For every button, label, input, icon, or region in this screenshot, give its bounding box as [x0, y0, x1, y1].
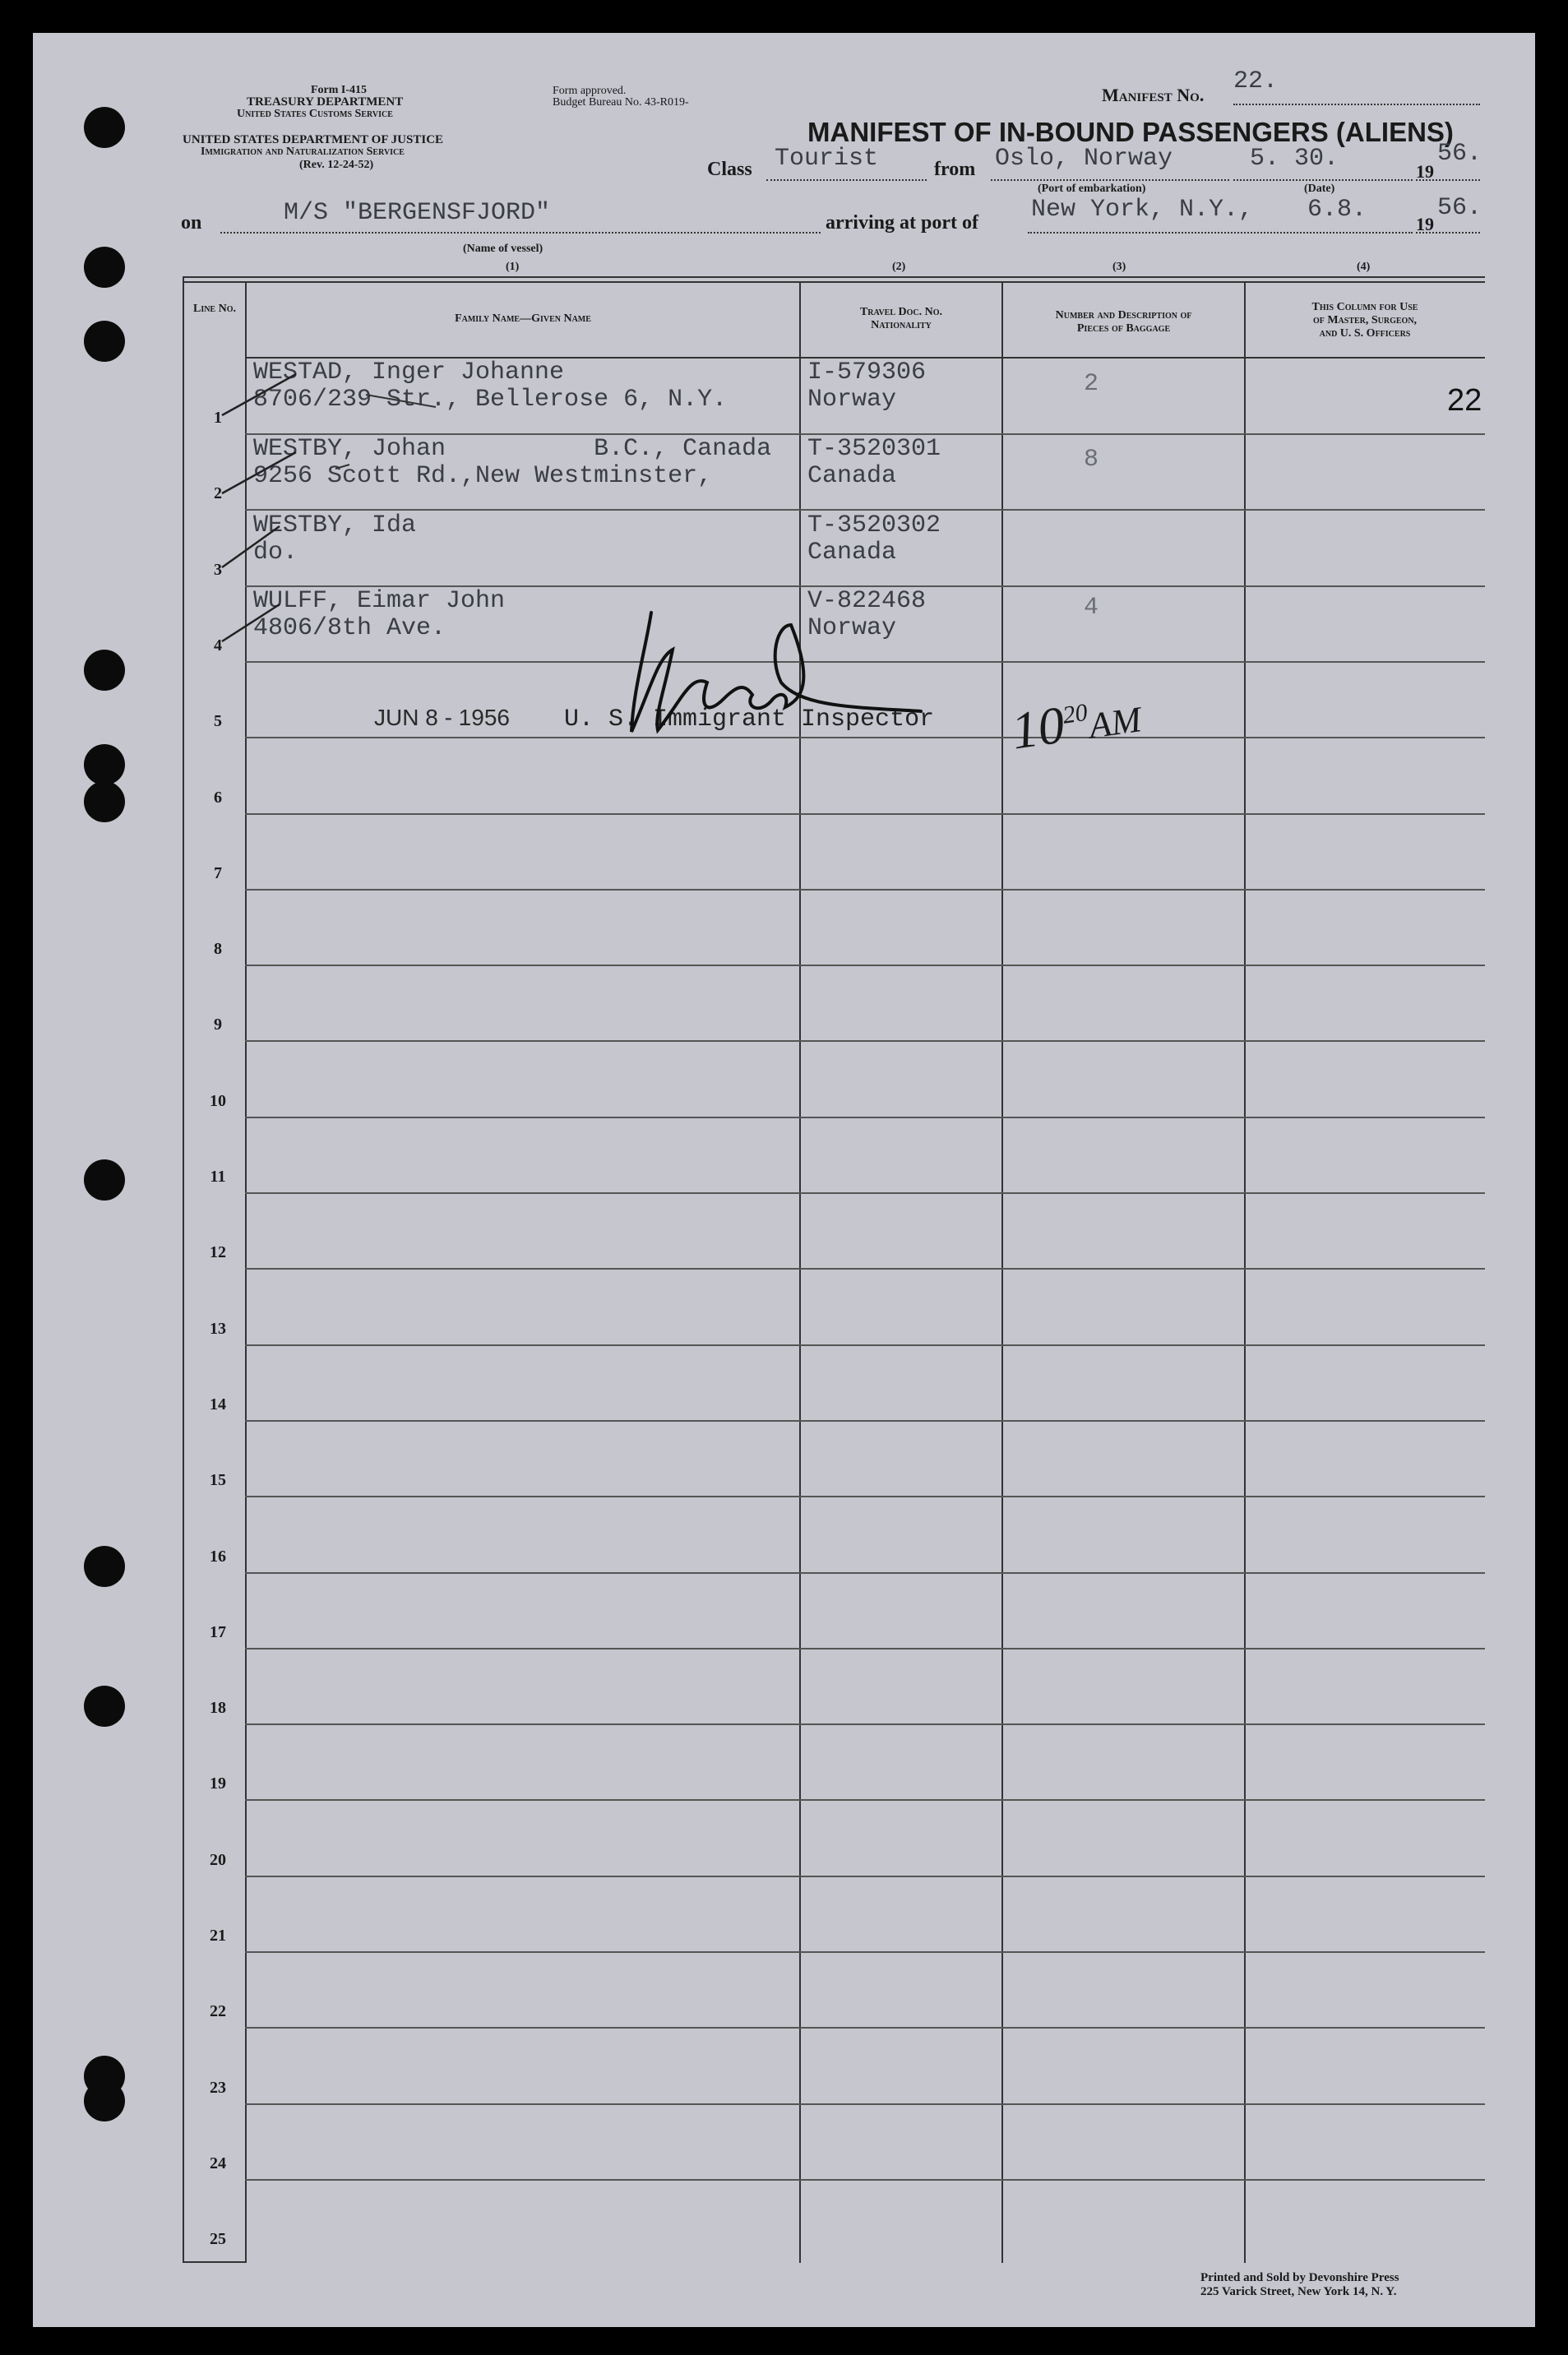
- passenger-2-address: 9256 Scott Rd.,New Westminster,: [253, 462, 713, 490]
- row-divider: [245, 661, 1485, 663]
- passenger-4-name: WULFF, Eimar John: [253, 587, 506, 615]
- line-number: 17: [210, 1623, 226, 1641]
- passenger-3-nationality: Canada: [807, 539, 897, 567]
- line-number: 10: [210, 1092, 226, 1110]
- passenger-2-baggage: 8: [1084, 446, 1099, 474]
- customs-service: United States Customs Service: [237, 108, 393, 120]
- passenger-1-name: WESTAD, Inger Johanne: [253, 359, 565, 386]
- row-divider: [245, 1799, 1485, 1801]
- justice-dept: UNITED STATES DEPARTMENT OF JUSTICE: [183, 133, 444, 146]
- arrival-year-prefix: 19: [1416, 214, 1434, 234]
- passenger-3-address: do.: [253, 539, 298, 567]
- line-number: 6: [214, 789, 222, 807]
- manifest-no-label: Manifest No.: [1102, 85, 1205, 105]
- line-number: 4: [214, 636, 222, 655]
- header-officers-3: and U. S. Officers: [1319, 327, 1411, 340]
- binder-hole: [84, 2080, 125, 2121]
- row-divider: [245, 1723, 1485, 1725]
- departure-year: 56.: [1437, 140, 1482, 168]
- row-divider: [245, 1951, 1485, 1953]
- passenger-1-nationality: Norway: [807, 386, 897, 414]
- row-divider: [245, 813, 1485, 815]
- line-number: 8: [214, 940, 222, 958]
- binder-hole: [84, 781, 125, 822]
- binder-hole: [84, 321, 125, 362]
- row-divider: [245, 1648, 1485, 1649]
- line-number: 12: [210, 1243, 226, 1261]
- line-number: 14: [210, 1395, 226, 1413]
- line-number: 11: [210, 1168, 226, 1186]
- passenger-3-name: WESTBY, Ida: [253, 511, 417, 539]
- passenger-1-address: 8706/239 Str., Bellerose 6, N.Y.: [253, 386, 728, 414]
- line-number: 15: [210, 1471, 226, 1489]
- on-label: on: [181, 212, 202, 234]
- row-divider: [245, 889, 1485, 891]
- row-divider: [245, 2179, 1485, 2181]
- ins-service: Immigration and Naturalization Service: [201, 146, 405, 158]
- row-divider: [245, 737, 1485, 738]
- line-number: 22: [210, 2002, 226, 2020]
- passenger-3-doc: T-3520302: [807, 511, 941, 539]
- inspection-time-minutes: 20: [1061, 698, 1089, 729]
- passenger-1-baggage: 2: [1084, 370, 1099, 398]
- port-caption: (Port of embarkation): [1038, 183, 1146, 195]
- header-officers-1: This Column for Use: [1311, 301, 1418, 313]
- binder-hole: [84, 1159, 125, 1201]
- line-number: 7: [214, 864, 222, 882]
- passenger-4-nationality: Norway: [807, 614, 897, 642]
- col-num-3: (3): [1112, 261, 1126, 273]
- manifest-no-value: 22.: [1233, 67, 1279, 95]
- header-baggage-1: Number and Description of: [1055, 309, 1192, 322]
- binder-hole: [84, 107, 125, 148]
- row-divider: [245, 1192, 1485, 1194]
- row-divider: [245, 1040, 1485, 1042]
- binder-hole: [84, 744, 125, 785]
- binder-hole: [84, 650, 125, 691]
- binder-hole: [84, 1546, 125, 1587]
- page-title: MANIFEST OF IN-BOUND PASSENGERS (ALIENS): [807, 117, 1454, 147]
- arrival-date: 6.8.: [1307, 196, 1367, 224]
- passenger-4-address: 4806/8th Ave.: [253, 614, 446, 642]
- line-number: 21: [210, 1927, 226, 1945]
- line-number: 1: [214, 409, 222, 427]
- vessel-caption: (Name of vessel): [463, 243, 543, 255]
- binder-hole: [84, 247, 125, 288]
- row-divider: [245, 1268, 1485, 1270]
- row-divider: [245, 1572, 1485, 1574]
- row-divider: [245, 1344, 1485, 1346]
- header-travel-doc: Travel Doc. No.: [859, 306, 943, 318]
- printer-line-1: Printed and Sold by Devonshire Press: [1200, 2271, 1399, 2284]
- header-officers-2: of Master, Surgeon,: [1312, 314, 1418, 326]
- row-divider: [245, 1876, 1485, 1877]
- revision-date: (Rev. 12-24-52): [299, 159, 374, 171]
- col-num-4: (4): [1357, 261, 1371, 273]
- header-name: Family Name—Given Name: [455, 312, 591, 325]
- from-label: from: [934, 159, 976, 180]
- header-baggage-2: Pieces of Baggage: [1076, 322, 1171, 335]
- line-number: 16: [210, 1548, 226, 1566]
- form-number: Form I-415: [311, 84, 368, 96]
- line-number: 25: [210, 2230, 226, 2248]
- budget-bureau: Budget Bureau No. 43-R019-: [553, 96, 689, 109]
- header-nationality: Nationality: [871, 319, 932, 331]
- class-label: Class: [707, 159, 752, 180]
- binder-hole: [84, 1686, 125, 1727]
- departure-date: 5. 30.: [1250, 145, 1339, 173]
- row-divider: [245, 1496, 1485, 1497]
- inspection-stamp-date: JUN 8 - 1956: [374, 705, 510, 730]
- inspection-time-ampm: AM: [1086, 699, 1145, 747]
- line-number: 23: [210, 2079, 226, 2097]
- row-divider: [245, 509, 1485, 511]
- line-number: 2: [214, 484, 222, 502]
- year-prefix: 19: [1416, 161, 1434, 182]
- passenger-4-baggage: 4: [1084, 594, 1099, 622]
- row-divider: [245, 1420, 1485, 1422]
- row-divider: [245, 1117, 1485, 1118]
- line-number: 5: [214, 712, 222, 730]
- line-number: 3: [214, 561, 222, 579]
- line-number: 18: [210, 1699, 226, 1717]
- line-number: 24: [210, 2154, 226, 2172]
- form-approved: Form approved.: [553, 85, 627, 97]
- passenger-2-nationality: Canada: [807, 462, 897, 490]
- passenger-1-officer-note: 22: [1447, 383, 1482, 418]
- col-num-2: (2): [892, 261, 906, 273]
- row-divider: [245, 2027, 1485, 2029]
- date-caption: (Date): [1304, 183, 1335, 195]
- header-line-no: Line No.: [192, 303, 236, 315]
- treasury-dept: TREASURY DEPARTMENT: [247, 95, 404, 109]
- passenger-1-doc: I-579306: [807, 359, 927, 386]
- passenger-2-name: WESTBY, Johan B.C., Canada: [253, 435, 772, 463]
- line-number: 19: [210, 1774, 226, 1793]
- inspector-title: U. S. Immigrant Inspector: [564, 706, 935, 733]
- arrival-port: New York, N.Y.,: [1031, 196, 1254, 224]
- from-value: Oslo, Norway: [995, 145, 1173, 173]
- row-divider: [245, 2103, 1485, 2105]
- arrival-year: 56.: [1437, 194, 1482, 222]
- passenger-4-doc: V-822468: [807, 587, 927, 615]
- vessel-name: M/S "BERGENSFJORD": [284, 199, 551, 227]
- inspection-time-hour: 10: [1007, 695, 1069, 761]
- arriving-label: arriving at port of: [826, 212, 978, 234]
- line-number: 20: [210, 1851, 226, 1869]
- line-number: 13: [210, 1320, 226, 1338]
- line-number: 9: [214, 1016, 222, 1034]
- row-divider: [245, 965, 1485, 966]
- class-value: Tourist: [775, 145, 879, 173]
- passenger-2-doc: T-3520301: [807, 435, 941, 463]
- col-num-1: (1): [506, 261, 520, 273]
- printer-line-2: 225 Varick Street, New York 14, N. Y.: [1200, 2285, 1397, 2298]
